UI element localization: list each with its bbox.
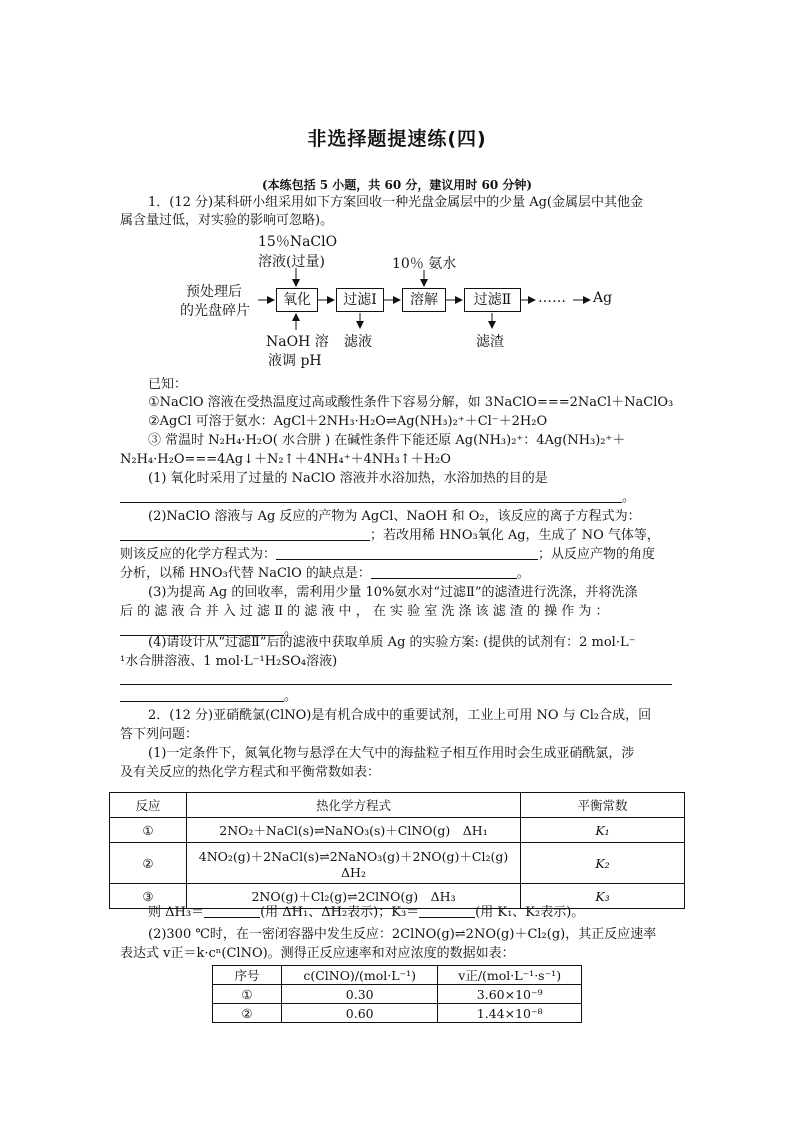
q1-part2-text-b: ；若改用稀 HNO₃氧化 Ag，生成了 NO 气体等，: [370, 528, 660, 543]
step-oxidize-box: 氧化: [276, 288, 318, 312]
row-id: ①: [110, 818, 187, 843]
table-row: [110, 843, 685, 884]
q2-part2-text-a: (2)300 ℃时，在一密闭容器中发生反应：2ClNO(g)⇌2NO(g)＋Cl₂(g)，其正反应速率: [148, 927, 657, 942]
col-header-constant: 平衡常数: [521, 793, 685, 818]
rate-data-table: [212, 965, 582, 1023]
table-header-row: [213, 966, 582, 985]
start-material-label-2: 的光盘碎片: [180, 303, 250, 319]
known-item-2: ②AgCl 可溶于氨水：AgCl＋2NH₃·H₂O⇌Ag(NH₃)₂⁺＋Cl⁻＋2H₂O: [148, 414, 548, 429]
row-constant: K₂: [521, 843, 685, 884]
q1-part2-chem-eq-blank[interactable]: [276, 546, 538, 560]
q2-part2-text-b: 表达式 v正＝k·cⁿ(ClNO)。测得正反应速率和对应浓度的数据如表：: [120, 946, 515, 961]
step-dissolve-box: 溶解: [402, 288, 446, 312]
q1-part1-answer-blank[interactable]: [120, 489, 622, 503]
reagent-naoh-label-2: 液调 pH: [268, 353, 322, 369]
row-concentration: 0.30: [282, 985, 438, 1004]
q1-part2-text-d: 分析，以稀 HNO₃代替 NaClO 的缺点是：: [120, 566, 371, 581]
known-heading: 已知：: [148, 377, 188, 392]
q1-part4-answer-blank[interactable]: [120, 688, 284, 702]
q1-part1-end: 。: [622, 490, 636, 505]
q1-intro-line2: 属含量过低，对实验的影响可忽略)。: [120, 213, 334, 228]
step-filter1-box: 过滤Ⅰ: [336, 288, 384, 312]
q2-k3-label: (用 ΔH₁、ΔH₂表示)；K₃＝: [260, 905, 420, 920]
q2-intro-line2: 答下列问题：: [120, 727, 199, 742]
known-item-3b: N₂H₄·H₂O===4Ag↓＋N₂↑＋4NH₄⁺＋4NH₃↑＋H₂O: [120, 452, 451, 467]
q1-part2-text-c-end: ；从反应产物的角度: [538, 547, 656, 562]
q2-part1-text-a: (1)一定条件下，氮氧化物与悬浮在大气中的海盐粒子相互作用时会生成亚硝酰氯，涉: [148, 746, 635, 761]
q1-part3-end: 。: [284, 623, 298, 638]
known-item-3a: ③ 常温时 N₂H₄·H₂O( 水合肼 ) 在碱性条件下能还原 Ag(NH₃)₂⁺：4Ag(NH₃)₂⁺＋: [148, 433, 626, 448]
row-equation: 2NO(g)＋Cl₂(g)⇌2ClNO(g) ΔH₃: [187, 884, 521, 909]
table-header-row: [110, 793, 685, 818]
step-filter2-box: 过滤Ⅱ: [464, 288, 521, 312]
q2-part1-end: (用 K₁、K₂表示)。: [475, 905, 585, 920]
q1-part4-text-b: ¹水合肼溶液、1 mol·L⁻¹H₂SO₄溶液): [120, 654, 338, 669]
start-material-label: 预处理后: [186, 284, 242, 300]
col-header-equation: 热化学方程式: [187, 793, 521, 818]
process-flow-diagram: [0, 0, 794, 380]
col-header-concentration: c(ClNO)/(mol·L⁻¹): [282, 966, 438, 985]
row-constant: K₃: [521, 884, 685, 909]
q1-part2-ionic-eq-blank[interactable]: [120, 527, 370, 541]
q2-dh3-label: 则 ΔH₃＝: [148, 905, 205, 920]
q1-part3-text-b: 后 的 滤 液 合 并 入 过 滤 Ⅱ 的 滤 液 中 ， 在 实 验 室 洗 涤 该 滤 渣 的 操 作 为 ：: [120, 604, 609, 619]
q1-part4-end: 。: [284, 689, 298, 704]
row-id: ①: [213, 985, 282, 1004]
reagent-naoh-label: NaOH 溶: [266, 334, 329, 350]
q1-part2-drawback-blank[interactable]: [371, 565, 517, 579]
q2-k3-blank[interactable]: [419, 904, 475, 918]
col-header-rate: v正/(mol·L⁻¹·s⁻¹): [438, 966, 582, 985]
q2-intro-line1: 2．(12 分)亚硝酰氯(ClNO)是有机合成中的重要试剂，工业上可用 NO 与 Cl₂合成，回: [148, 708, 652, 723]
row-rate: 3.60×10⁻⁹: [438, 985, 582, 1004]
table-row: [213, 1004, 582, 1023]
q1-part2-text-a: (2)NaClO 溶液与 Ag 反应的产物为 AgCl、NaOH 和 O₂，该反应的离子方程式为：: [148, 509, 641, 524]
q1-part4-answer-line-1[interactable]: [120, 684, 672, 685]
q2-dh3-blank[interactable]: [204, 904, 260, 918]
table-row: [213, 985, 582, 1004]
table-row: [110, 818, 685, 843]
flow-dots: ……: [538, 290, 566, 306]
row-equation: 2NO₂＋NaCl(s)⇌NaNO₃(s)＋ClNO(g) ΔH₁: [187, 818, 521, 843]
q1-part2-text-d-end: 。: [516, 566, 530, 581]
q1-part1-text: (1) 氧化时采用了过量的 NaClO 溶液并水浴加热，水浴加热的目的是: [148, 471, 548, 486]
reagent-ammonia-label: 10％ 氨水: [392, 256, 457, 272]
known-item-1: ①NaClO 溶液在受热温度过高或酸性条件下容易分解，如 3NaClO===2NaCl＋NaClO₃: [148, 395, 674, 410]
q1-part2-text-c: 则该反应的化学方程式为：: [120, 547, 277, 562]
output-residue-label: 滤渣: [476, 334, 504, 350]
row-constant: K₁: [521, 818, 685, 843]
row-rate: 1.44×10⁻⁸: [438, 1004, 582, 1023]
q1-part4-text-a: (4)请设计从“过滤Ⅱ”后的滤液中获取单质 Ag 的实验方案: (提供的试剂有：2 mol·L⁻: [148, 635, 636, 650]
output-filtrate-label: 滤液: [344, 334, 372, 350]
col-header-reaction: 反应: [110, 793, 187, 818]
reagent-naclo-label: 15％NaClO: [258, 234, 338, 250]
row-equation: 4NO₂(g)＋2NaCl(s)⇌2NaNO₃(g)＋2NO(g)＋Cl₂(g) ΔH₂: [187, 843, 521, 884]
page-title: 非选择题提速练(四): [307, 128, 487, 150]
q1-intro-line1: 1．(12 分)某科研小组采用如下方案回收一种光盘金属层中的少量 Ag(金属层中其他金: [148, 195, 644, 210]
flow-arrows: [0, 0, 794, 380]
q2-part1-text-b: 及有关反应的热化学方程式和平衡常数如表：: [120, 765, 381, 780]
row-id: ②: [213, 1004, 282, 1023]
row-id: ③: [110, 884, 187, 909]
product-ag-label: Ag: [593, 290, 613, 306]
page-subtitle: (本练包括 5 小题，共 60 分，建议用时 60 分钟): [261, 178, 533, 192]
col-header-index: 序号: [213, 966, 282, 985]
reagent-naclo-label-2: 溶液(过量): [258, 254, 325, 270]
thermo-equation-table: [109, 792, 685, 909]
q1-part3-text-a: (3)为提高 Ag 的回收率，需利用少量 10%氨水对“过滤Ⅱ”的滤渣进行洗涤，并将洗涤: [148, 585, 638, 600]
row-id: ②: [110, 843, 187, 884]
row-concentration: 0.60: [282, 1004, 438, 1023]
